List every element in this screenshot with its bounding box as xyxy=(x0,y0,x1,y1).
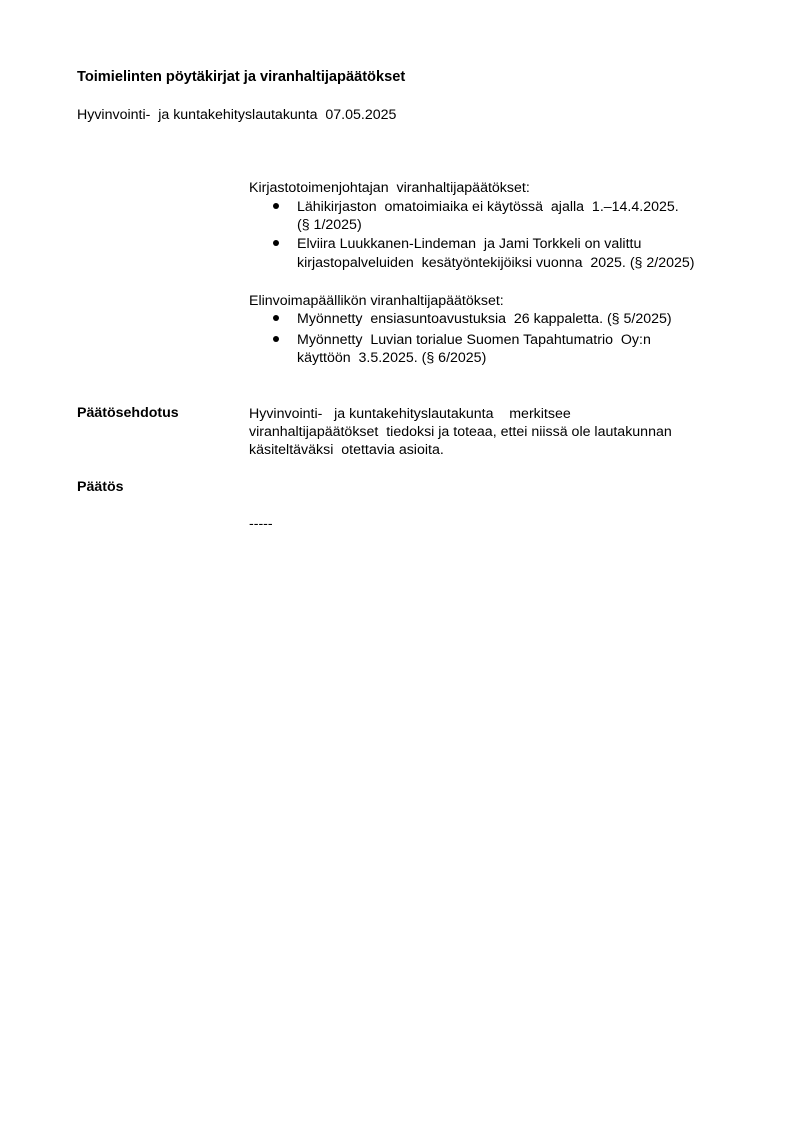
list-item-line: Myönnetty ensiasuntoavustuksia 26 kappaletta. (§ 5/2025) xyxy=(297,311,672,327)
proposal-text-line: käsiteltäväksi otettavia asioita. xyxy=(249,442,444,458)
proposal-label: Päätösehdotus xyxy=(77,405,179,421)
list-item-line: Lähikirjaston omatoimiaika ei käytössä ajalla 1.–14.4.2025. xyxy=(297,199,679,215)
meeting-subtitle: Hyvinvointi- ja kuntakehityslautakunta 07.05.2025 xyxy=(77,107,397,123)
bullet-icon xyxy=(273,240,279,246)
block-heading: Kirjastotoimenjohtajan viranhaltijapäätökset: xyxy=(249,180,530,196)
list-item-line: käyttöön 3.5.2025. (§ 6/2025) xyxy=(297,350,487,366)
list-item-line: Elviira Luukkanen-Lindeman ja Jami Torkkeli on valittu xyxy=(297,236,642,252)
block-heading: Elinvoimapäällikön viranhaltijapäätökset: xyxy=(249,293,504,309)
bullet-icon xyxy=(273,315,279,321)
bullet-icon xyxy=(273,203,279,209)
bullet-icon xyxy=(273,336,279,342)
list-item-line: Myönnetty Luvian torialue Suomen Tapahtumatrio Oy:n xyxy=(297,332,651,348)
document-title: Toimielinten pöytäkirjat ja viranhaltijapäätökset xyxy=(77,69,406,85)
proposal-text-line: viranhaltijapäätökset tiedoksi ja toteaa, ettei niissä ole lautakunnan xyxy=(249,424,672,440)
list-item-line: (§ 1/2025) xyxy=(297,217,362,233)
list-item-line: kirjastopalveluiden kesätyöntekijöiksi vuonna 2025. (§ 2/2025) xyxy=(297,255,695,271)
proposal-text-line: Hyvinvointi- ja kuntakehityslautakunta merkitsee xyxy=(249,406,571,422)
decision-label: Päätös xyxy=(77,479,124,495)
decision-value: ----- xyxy=(249,516,273,532)
